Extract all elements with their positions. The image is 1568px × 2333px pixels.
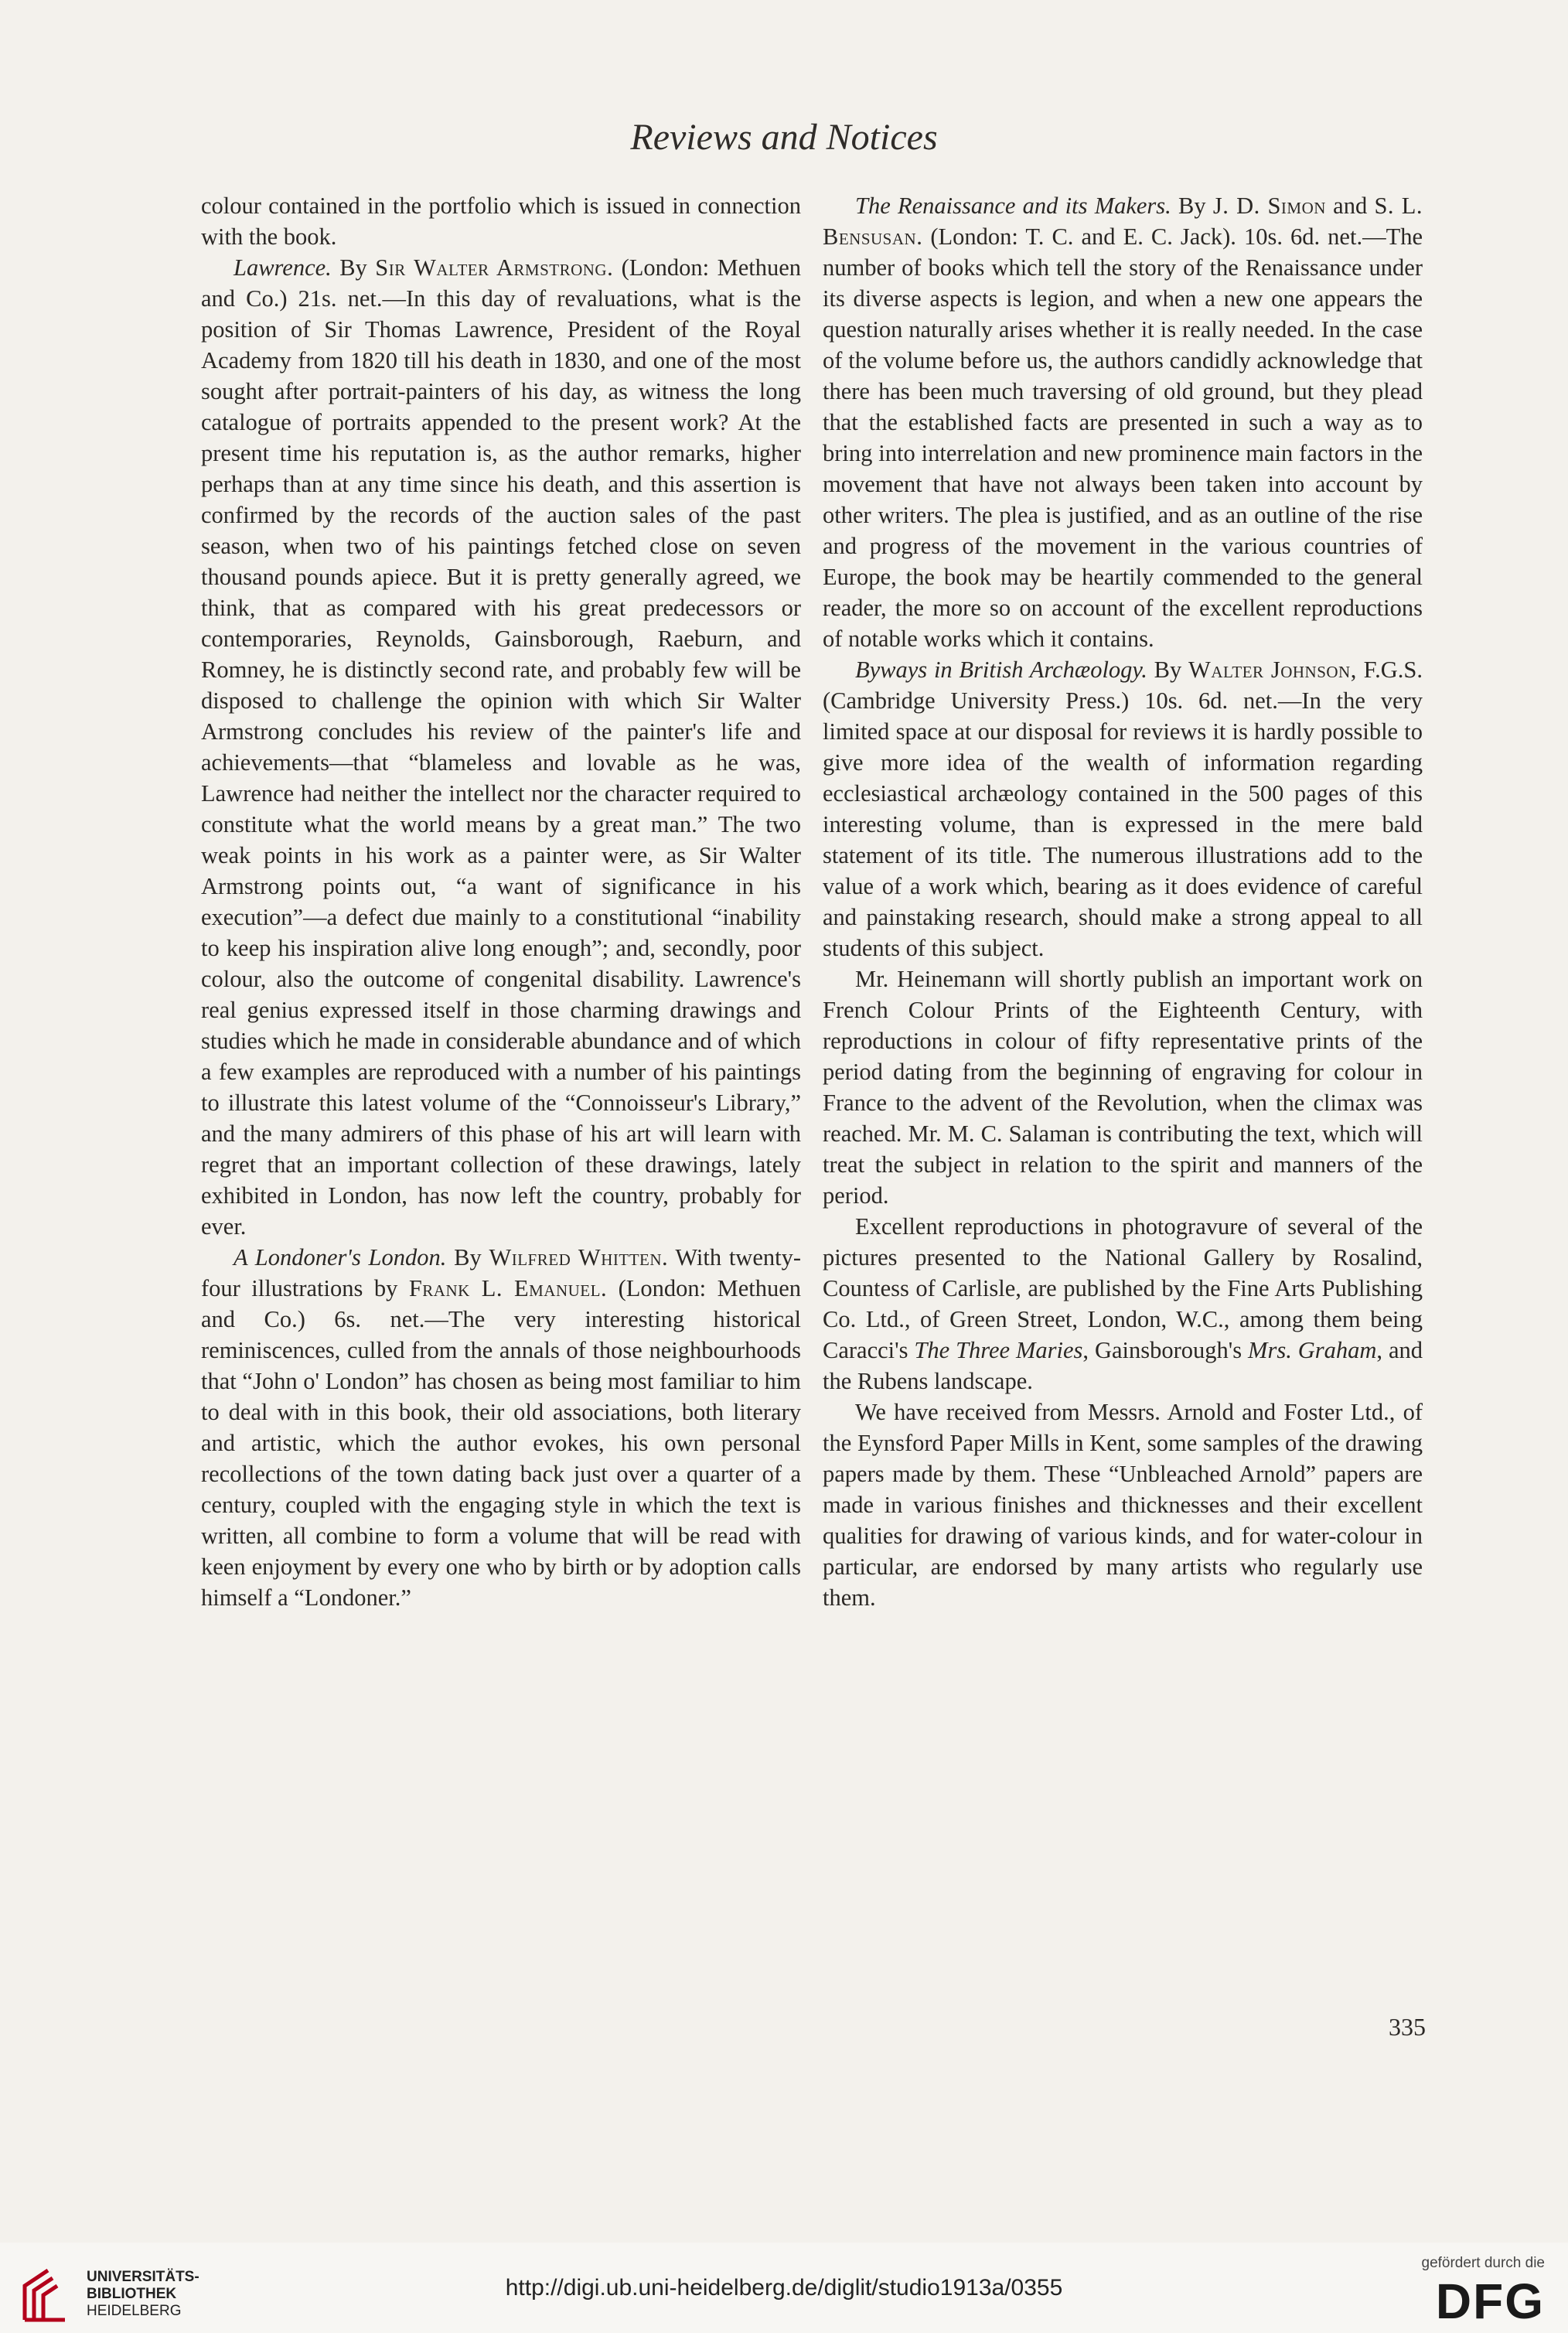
review-text: (London: Methuen and Co.) 21s. net.—In this day of revaluations, what is the position of Sir Thomas Lawrence, President of the Royal Academy from 1820 till his death in 1830, and one of the most sought after portrait-painters of his day, as witness the long catalogue of portraits appended to the present work? At the present time his reputation is, as the author remarks, higher perhaps than at any time since his death, and this assertion is confirmed by the records of the auction sales of the past season, when two of his paintings fetched close on seven thousand pounds apiece. But it is pretty generally agreed, we think, that as compared with his great predecessors or contemporaries, Reynolds, Gainsborough, Raeburn, and Romney, he is distinctly second rate, and probably few will be disposed to challenge the opinion with which Sir Walter Armstrong concludes his review of the painter's life and achievements—that “blameless and lovable as he was, Lawrence had neither the intellect nor the character required to constitute what the world means by a great man.” The two weak points in his work as a painter were, as Sir Walter Armstrong points out, “a want of significance in his execution”—a defect due mainly to a constitutional “inability to keep his inspiration alive long enough”; and, secondly, poor colour, also the outcome of congenital disability. Lawrence's real genius expressed itself in those charming drawings and studies which he made in considerable abundance and of which a few examples are reproduced with a number of his paintings to illustrate this latest volume of the “Connoisseur's Library,” and the many admirers of this phase of his art will learn with regret that an important collection of these drawings, lately exhibited in London, has now left the country, probably for ever. bbox=[201, 254, 801, 1240]
notice-photogravure bbox=[823, 1211, 1423, 1397]
text: With twenty-four illustrations by bbox=[201, 1244, 801, 1301]
library-name-line: HEIDELBERG bbox=[87, 2303, 182, 2319]
left-column bbox=[201, 190, 801, 1613]
author-name: Sir Walter Armstrong. bbox=[375, 254, 614, 281]
page-title: Reviews and Notices bbox=[630, 117, 938, 158]
book-title: Byways in British Archæology. bbox=[855, 657, 1147, 683]
text: , and the Rubens landscape. bbox=[823, 1337, 1423, 1394]
text: By bbox=[331, 254, 376, 281]
text: By bbox=[1147, 657, 1189, 683]
illustrator-name: Frank L. Emanuel. bbox=[408, 1275, 608, 1301]
source-url-link[interactable]: http://digi.ub.uni-heidelberg.de/diglit/studio1913a/0355 bbox=[505, 2275, 1063, 2301]
page-number: 335 bbox=[1389, 2013, 1426, 2041]
author-name: Walter Johnson, bbox=[1188, 657, 1357, 683]
dfg-logo: DFG bbox=[1435, 2273, 1545, 2329]
text: and bbox=[1325, 193, 1375, 219]
author-name: J. D. Simon bbox=[1212, 193, 1326, 219]
review-text: (London: T. C. and E. C. Jack). 10s. 6d. net.—The number of books which tell the story of the Renaissance under its diverse aspects is legion, and when a new one appears the question naturally arises whether it is really needed. In the case of the volume before us, the authors candidly acknowledge that there has been much traversing of old ground, but they plead that the established facts are presented in such a way as to bring into interrelation and new prominence main factors in the movement that have not always been taken into account by other writers. The plea is justified, and as an outline of the rise and progress of the movement in the various countries of Europe, the book may be heartily commended to the general reader, the more so on account of the excellent reproductions of notable works which it contains. bbox=[823, 223, 1423, 652]
author-name: S. L. Bensusan. bbox=[823, 193, 1423, 250]
book-title: The Renaissance and its Makers. bbox=[855, 193, 1171, 219]
library-name-line: UNIVERSITÄTS- bbox=[87, 2269, 199, 2285]
funder-note: gefördert durch die bbox=[1421, 2255, 1545, 2271]
author-name: Wilfred Whitten. bbox=[489, 1244, 669, 1271]
text: Excellent reproductions in photogravure of several of the pictures presented to the National Gallery by Rosalind, Countess of Carlisle, are published by the Fine Arts Publishing Co. Ltd., of Green Street, London, W.C., among them being Caracci's bbox=[823, 1213, 1423, 1363]
review-renaissance bbox=[823, 190, 1423, 654]
text: By bbox=[446, 1244, 489, 1271]
review-text: F.G.S. (Cambridge University Press.) 10s. 6d. net.—In the very limited space at our disposal for reviews it is hardly possible to give more idea of the wealth of information regarding ecclesiastical archæology contained in the 500 pages of this interesting volume, than is expressed in the mere bald statement of its title. The numerous illustrations add to the value of a work which, bearing as it does evidence of careful and painstaking research, should make a strong appeal to all students of this subject. bbox=[823, 657, 1423, 961]
notice-heinemann: Mr. Heinemann will shortly publish an important work on French Colour Prints of the Eighteenth Century, with reproductions in colour of fifty representative prints of the period dating from the beginning of engraving for colour in France to the advent of the Revolution, when the climax was reached. Mr. M. C. Salaman is contributing the text, which will treat the subject in relation to the spirit and manners of the period. bbox=[823, 966, 1423, 1209]
text: By bbox=[1171, 193, 1213, 219]
text: , Gainsborough's bbox=[1082, 1337, 1249, 1363]
book-title: A Londoner's London. bbox=[233, 1244, 447, 1271]
review-londoners-london bbox=[201, 1242, 801, 1613]
artwork-title: The Three Maries bbox=[914, 1337, 1083, 1363]
artwork-title: Mrs. Graham bbox=[1248, 1337, 1377, 1363]
paragraph: colour contained in the portfolio which is issued in connection with the book. bbox=[201, 193, 801, 250]
library-name-line: BIBLIOTHEK bbox=[87, 2286, 177, 2302]
right-column bbox=[823, 190, 1423, 1613]
review-text: (London: Methuen and Co.) 6s. net.—The very interesting historical reminiscences, culled from the annals of those neighbourhoods that “John o' London” has chosen as being most familiar to him to deal with in this book, their old associations, both literary and artistic, which the author evokes, his own personal recollections of the town dating back just over a quarter of a century, coupled with the engaging style in which the text is written, all combine to form a volume that will be read with keen enjoyment by every one who by birth or by adoption calls himself a “Londoner.” bbox=[201, 1275, 801, 1611]
book-title: Lawrence. bbox=[233, 254, 332, 281]
notice-arnold-papers: We have received from Messrs. Arnold and Foster Ltd., of the Eynsford Paper Mills in Kent, some samples of the drawing papers made by them. These “Unbleached Arnold” papers are made in various finishes and thicknesses and their excellent qualities for drawing of various kinds, and for water-colour in particular, are endorsed by many artists who regularly use them. bbox=[823, 1399, 1423, 1611]
review-byways bbox=[823, 654, 1423, 964]
review-lawrence bbox=[201, 252, 801, 1242]
